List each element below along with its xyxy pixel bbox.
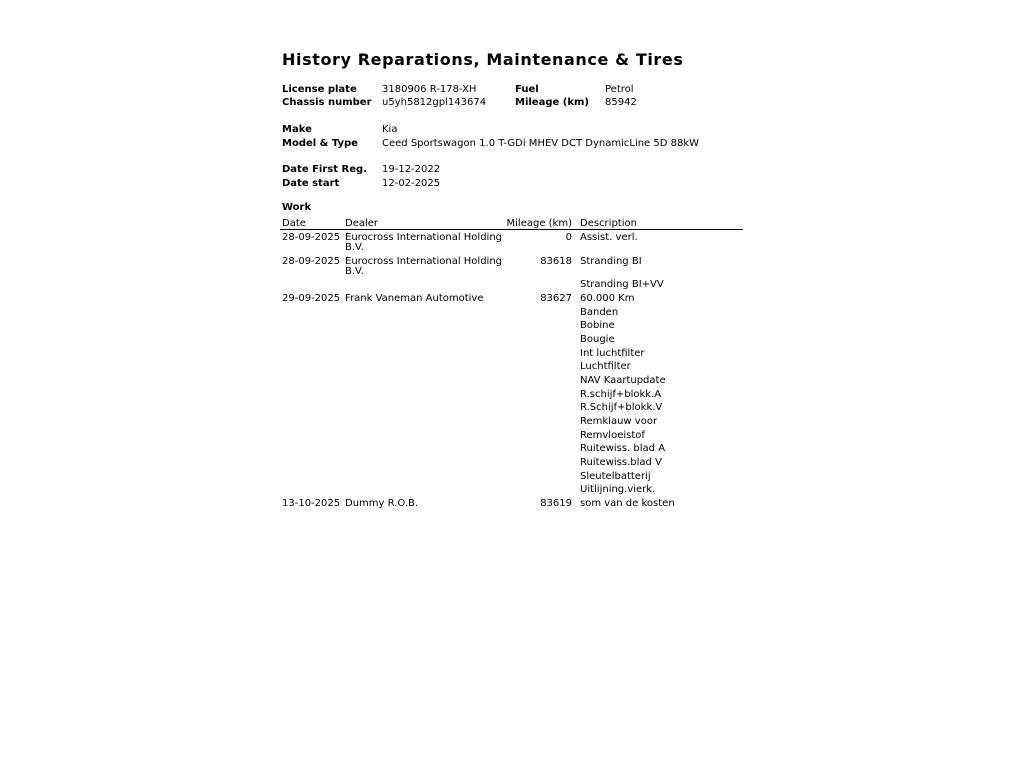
start-value: 12-02-2025 (382, 178, 441, 189)
license-plate-value: 3180906 R-178-XH (382, 84, 477, 95)
row-description: NAV Kaartupdate (580, 375, 666, 386)
row-description: R.schijf+blokk.A (580, 389, 662, 400)
row-description: Assist. verl. (580, 232, 638, 243)
row-description: Luchtfilter (580, 361, 631, 372)
row-date: 13-10-2025 (282, 498, 341, 509)
header-date: Date (282, 218, 306, 229)
fuel-label: Fuel (515, 84, 539, 95)
row-dealer: Dummy R.O.B. (345, 498, 419, 509)
row-mileage: 83619 (540, 498, 572, 509)
header-divider (280, 229, 743, 230)
row-description: Remklauw voor (580, 416, 658, 427)
row-description: Bobine (580, 320, 615, 331)
header-mileage: Mileage (km) (506, 218, 572, 229)
row-description: Ruitewiss.blad V (580, 457, 662, 468)
row-date: 28-09-2025 (282, 232, 341, 243)
license-plate-label: License plate (282, 84, 357, 95)
row-mileage: 0 (565, 232, 572, 243)
row-description: Remvloeistof (580, 430, 645, 441)
make-value: Kia (382, 124, 398, 135)
row-description: 60.000 Km (580, 293, 635, 304)
fuel-value: Petrol (605, 84, 634, 95)
row-description: R.Schijf+blokk.V (580, 402, 663, 413)
first-reg-label: Date First Reg. (282, 164, 367, 175)
row-mileage: 83618 (540, 256, 572, 267)
mileage-value: 85942 (605, 97, 637, 108)
first-reg-value: 19-12-2022 (382, 164, 441, 175)
work-heading: Work (282, 202, 312, 213)
row-dealer: Eurocross International Holding (345, 256, 503, 267)
make-label: Make (282, 124, 312, 135)
row-description: Stranding BI+VV (580, 279, 664, 290)
row-description: Ruitewiss. blad A (580, 443, 666, 454)
row-dealer: Eurocross International Holding (345, 232, 503, 243)
model-label: Model & Type (282, 138, 358, 149)
row-date: 29-09-2025 (282, 293, 341, 304)
row-dealer-cont: B.V. (345, 242, 364, 253)
row-description: Sleutelbatterij (580, 471, 651, 482)
row-description: Banden (580, 307, 619, 318)
start-label: Date start (282, 178, 340, 189)
row-description: Stranding BI (580, 256, 642, 267)
header-dealer: Dealer (345, 218, 379, 229)
row-date: 28-09-2025 (282, 256, 341, 267)
row-description: Uitlijning.vierk. (580, 484, 656, 495)
row-mileage: 83627 (540, 293, 572, 304)
row-description: Int luchtfilter (580, 348, 645, 359)
chassis-label: Chassis number (282, 97, 372, 108)
row-description: Bougie (580, 334, 615, 345)
header-description: Description (580, 218, 637, 229)
row-dealer-cont: B.V. (345, 266, 364, 277)
page-title: History Reparations, Maintenance & Tires (282, 50, 684, 69)
row-description: som van de kosten (580, 498, 675, 509)
mileage-label: Mileage (km) (515, 97, 589, 108)
chassis-value: u5yh5812gpl143674 (382, 97, 487, 108)
row-dealer: Frank Vaneman Automotive (345, 293, 484, 304)
model-value: Ceed Sportswagon 1.0 T-GDi MHEV DCT DynamicLine 5D 88kW (382, 138, 700, 149)
